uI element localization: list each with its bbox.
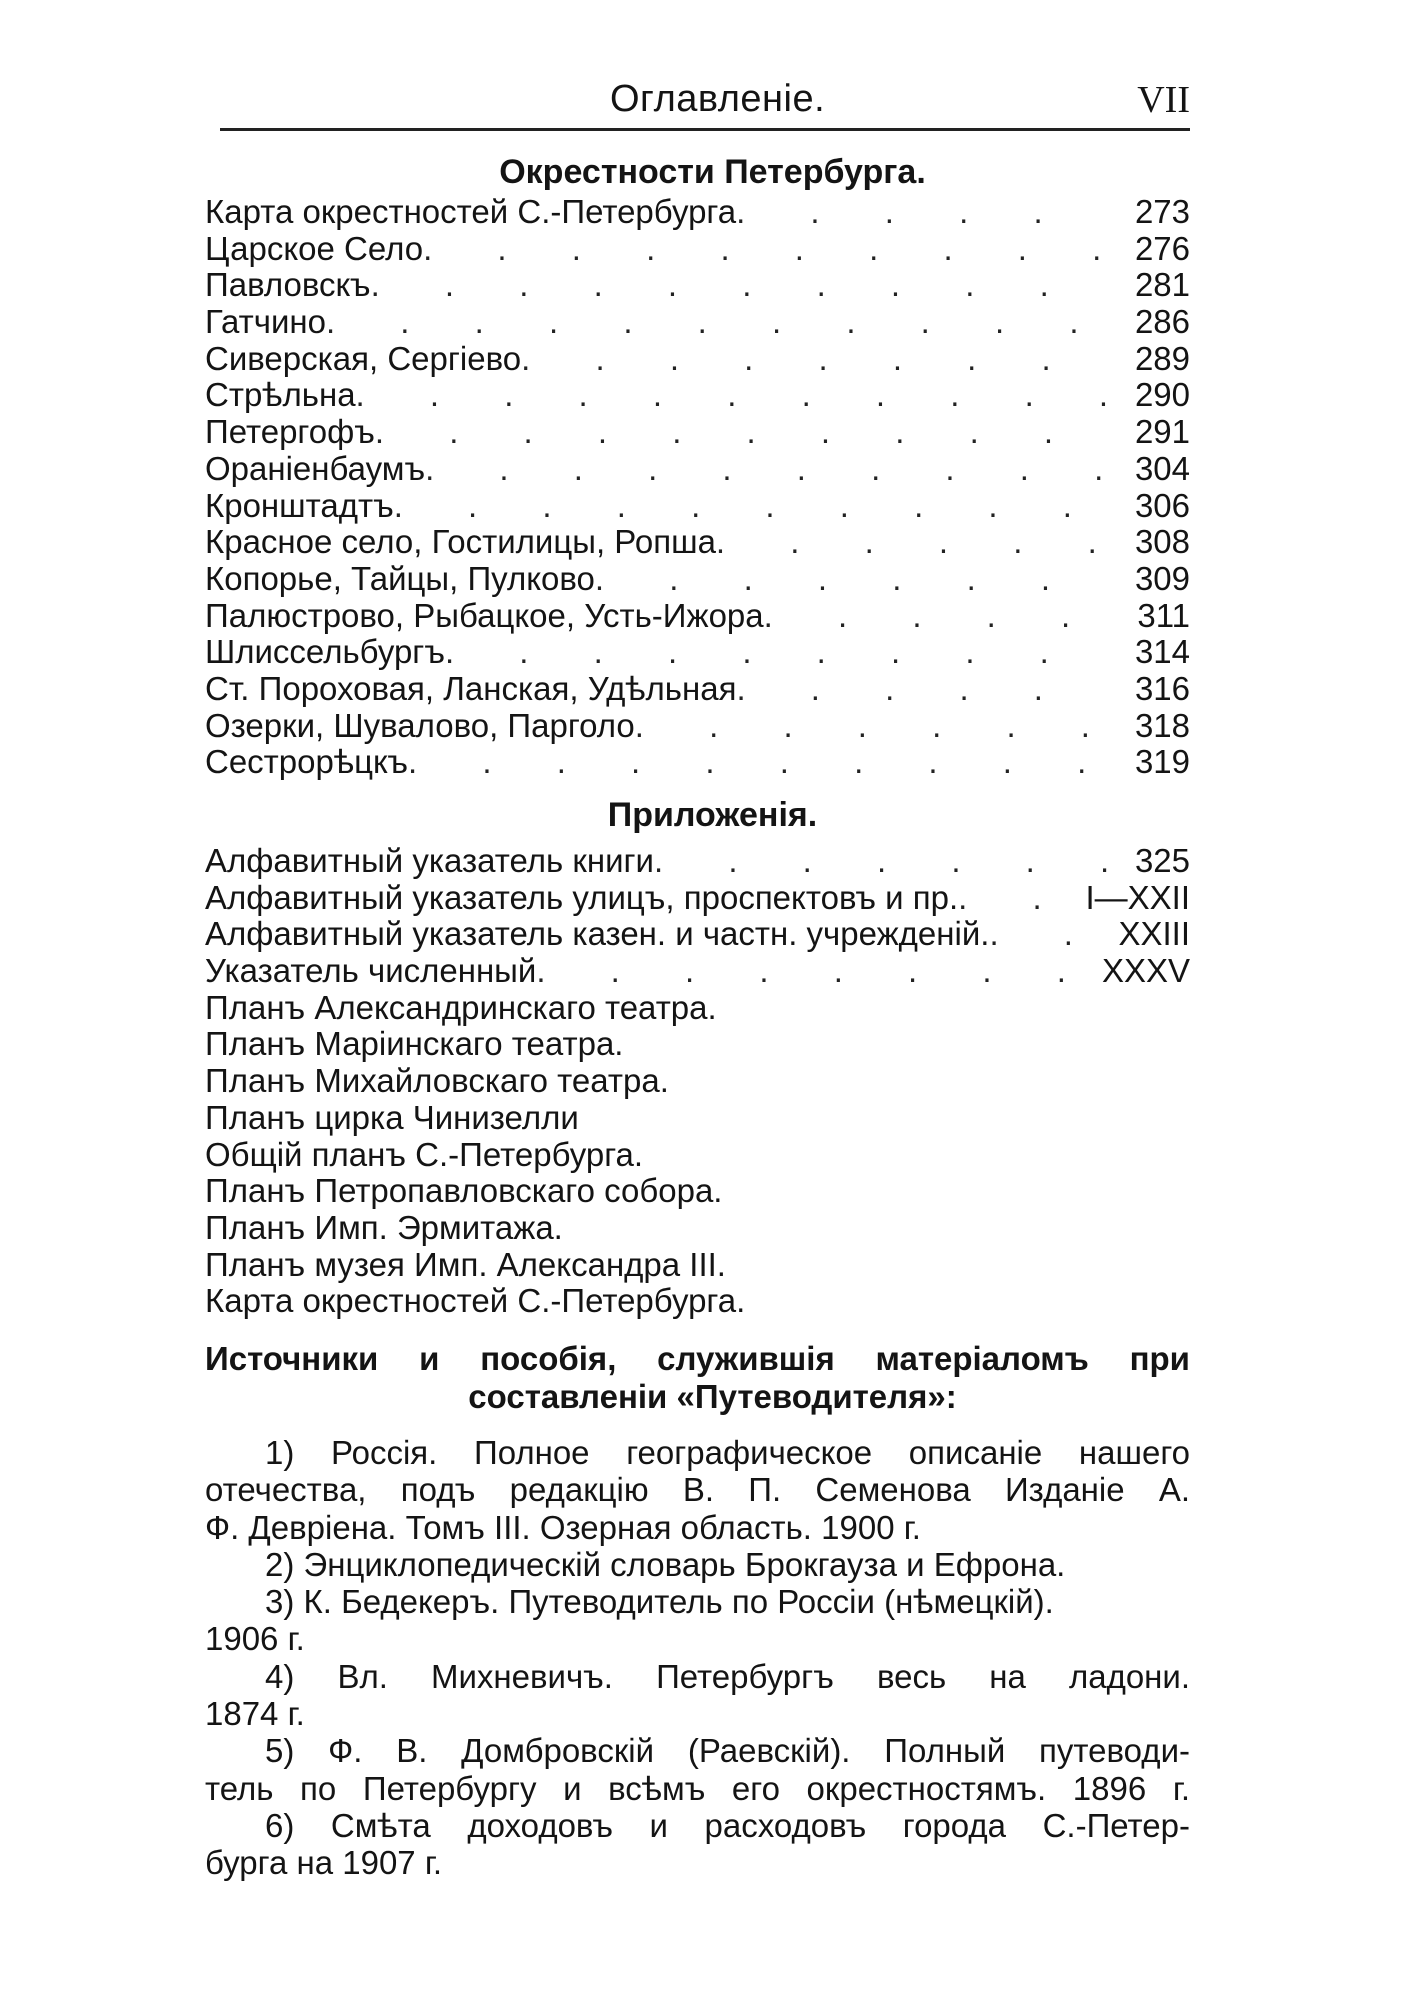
header-rule [220,128,1190,131]
toc-entry-label: Алфавитный указатель казен. и частн. учрежденій. [205,915,990,953]
source-line: 1906 г. [205,1620,305,1658]
toc-entry-page: 319 [1134,743,1190,781]
toc-entry-label: Стрѣльна [205,376,356,414]
source-line: 6) Смѣта доходовъ и расходовъ города С.-Петер- [265,1806,1190,1844]
toc-entry-page: 289 [1134,339,1190,377]
toc-entry-page: XXIII [1118,915,1190,953]
running-head [205,70,1190,134]
sources-heading-line1 [205,1340,1190,1378]
source-line: отечества, подъ редакцію В. П. Семенова Изданіе А. [205,1471,1190,1509]
dot-leader [445,634,1110,671]
toc-entry-label: Царское Село [205,229,424,267]
toc-entry-page: I—XXII [1085,878,1190,916]
toc-entry-label: Палюстрово, Рыбацкое, Усть-Ижора [205,596,764,634]
source-line: 1874 г. [205,1695,305,1733]
plan-entry: Планъ Имп. Эрмитажа. [205,1208,563,1246]
source-line: бурга на 1907 г. [205,1844,442,1882]
toc-entry-page: 273 [1134,193,1190,230]
toc-entry [205,304,1190,341]
dot-leader [989,916,1108,953]
toc-entry [205,231,1190,268]
toc-entry-label: Указатель численный [205,952,537,990]
toc-entry-page: 276 [1134,229,1190,267]
toc-entry-label: Петергофъ [205,413,375,451]
toc-entry [205,524,1190,561]
toc-entry [205,451,1190,488]
source-line: 2) Энциклопедическій словарь Брокгауза и Ефрона. [265,1545,1066,1583]
toc-entry [205,377,1190,414]
toc-entry-label: Алфавитный указатель книги [205,842,654,879]
toc-entry [205,916,1190,953]
dot-leader [958,880,1075,917]
toc-entry [205,744,1190,781]
heading-word: и [419,1339,440,1377]
heading-word: матеріаломъ [875,1339,1089,1377]
dot-leader [635,708,1110,745]
source-line: 5) Ф. В. Домбровскій (Раевскій). Полный путеводи- [265,1732,1190,1770]
heading-word: при [1129,1339,1190,1377]
toc-entry-label: Сиверская, Сергіево [205,339,522,377]
plan-entry: Планъ Петропавловскаго собора. [205,1172,723,1210]
toc-entry-page: 290 [1134,376,1190,414]
toc-entry [205,341,1190,378]
toc-entry [205,267,1190,304]
toc-entry-page: 311 [1137,596,1190,634]
book-page [205,70,1190,1882]
toc-entry-page: 316 [1134,669,1190,707]
dot-leader [764,598,1110,635]
plan-entry: Планъ цирка Чинизелли [205,1098,579,1136]
heading-word: пособія, [480,1339,617,1377]
dot-leader [326,304,1110,341]
toc-entry [205,953,1190,990]
section-title-environs: Окрестности Петербурга. [499,153,926,191]
plans-list [205,990,1190,1320]
toc-entry-label: Ораніенбаумъ [205,449,426,487]
toc-entry [205,598,1190,635]
dot-leader [408,744,1110,781]
source-line: тель по Петербургу и всѣмъ его окрестностямъ. 1896 г. [205,1769,1190,1807]
dot-leader [595,561,1110,598]
toc-entry-page: XXXV [1101,952,1190,990]
sources-list [205,1434,1190,1882]
appendices-toc [205,843,1190,990]
toc-entry [205,671,1190,708]
toc-entry [205,708,1190,745]
toc-entry-page: 308 [1134,523,1190,561]
dot-leader [394,488,1110,525]
toc-entry [205,561,1190,598]
section-title-appendices: Приложенія. [607,796,818,834]
toc-entry-label: Павловскъ [205,266,371,304]
toc-entry-label: Озерки, Шувалово, Парголо [205,706,635,744]
toc-entry-label: Копорье, Тайцы, Пулково [205,559,595,597]
running-title: Оглавленіе. [610,78,826,120]
toc-entry [205,880,1190,917]
dot-leader [425,451,1110,488]
dot-leader [736,671,1110,708]
source-line: 4) Вл. Михневичъ. Петербургъ весь на ладони. [265,1657,1190,1695]
dot-leader [356,377,1110,414]
toc-entry-page: 281 [1134,266,1190,304]
heading-word: служившія [657,1339,835,1377]
dot-leader [521,341,1110,378]
toc-entry-label: Красное село, Гостилицы, Ропша [205,523,716,561]
toc-entry-page: 325 [1134,842,1190,879]
toc-entry-page: 306 [1134,486,1190,524]
plan-entry: Планъ музея Имп. Александра III. [205,1245,726,1283]
sources-heading-line2: составленіи «Путеводителя»: [468,1377,957,1415]
dot-leader [371,267,1110,304]
dot-leader [716,524,1110,561]
toc-entry-page: 286 [1134,303,1190,341]
dot-leader [736,194,1110,231]
source-line: 3) К. Бедекеръ. Путеводитель по Россіи (нѣмецкій). [265,1583,1054,1621]
dot-leader [423,231,1110,268]
dot-leader [536,953,1092,990]
toc-entry-label: Шлиссельбургъ [205,633,445,671]
toc-entry-page: 304 [1134,449,1190,487]
toc-entry-label: Карта окрестностей С.-Петербурга [205,193,737,230]
source-line: 1) Россія. Полное географическое описаніе нашего [265,1433,1190,1471]
plan-entry: Карта окрестностей С.-Петербурга. [205,1282,746,1320]
environs-toc [205,194,1190,781]
toc-entry-page: 309 [1134,559,1190,597]
toc-entry-page: 318 [1134,706,1190,744]
page-number: VII [1137,79,1190,121]
toc-entry [205,843,1190,880]
toc-entry [205,634,1190,671]
dot-leader [375,414,1110,451]
toc-entry-page: 314 [1134,633,1190,671]
toc-entry-label: Алфавитный указатель улицъ, проспектовъ и пр. [205,878,959,916]
plan-entry: Планъ Михайловскаго театра. [205,1062,669,1100]
toc-entry-label: Сестрорѣцкъ [205,743,409,781]
heading-word: Источники [205,1339,379,1377]
toc-entry-label: Гатчино [205,303,326,341]
toc-entry [205,194,1190,231]
toc-entry [205,488,1190,525]
plan-entry: Общій планъ С.-Петербурга. [205,1135,644,1173]
source-line: Ф. Девріена. Томъ III. Озерная область. 1900 г. [205,1508,921,1546]
dot-leader [654,843,1110,880]
sources-heading [205,1340,1190,1416]
toc-entry [205,414,1190,451]
toc-entry-page: 291 [1134,413,1190,451]
plan-entry: Планъ Маріинскаго театра. [205,1025,624,1063]
toc-entry-label: Кронштадтъ [205,486,394,524]
plan-entry: Планъ Александринскаго театра. [205,988,717,1026]
toc-entry-label: Ст. Пороховая, Ланская, Удѣльная [205,669,737,707]
